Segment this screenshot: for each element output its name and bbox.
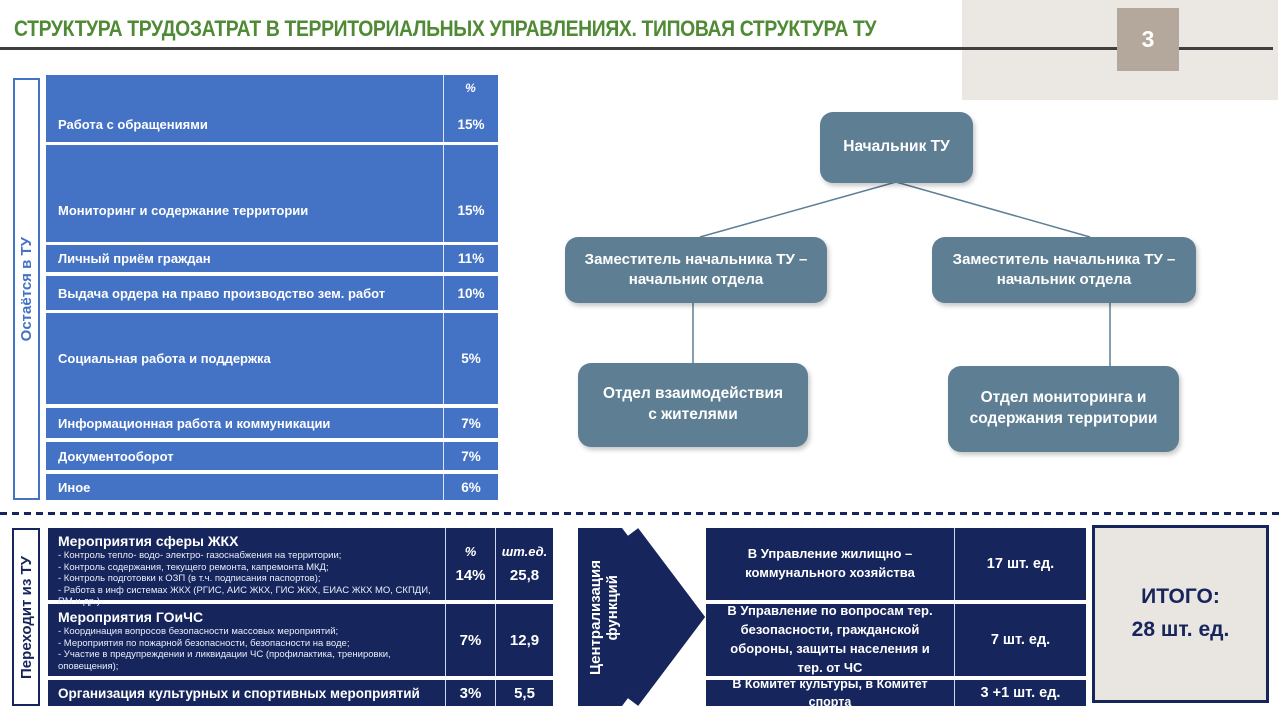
percent-cell: 3% bbox=[445, 680, 495, 706]
centralization-label bbox=[581, 528, 627, 706]
row-detail: - Координация вопросов безопасности массовых мероприятий; bbox=[58, 626, 339, 637]
org-box-division-left: Отдел взаимодействия с жителями bbox=[578, 363, 808, 447]
row-value: 6% bbox=[443, 474, 498, 500]
table-row bbox=[46, 75, 498, 142]
row-label: Выдача ордера на право производство зем. работ bbox=[58, 285, 386, 301]
centralization-label-line1: Централизация bbox=[587, 559, 604, 675]
transfers-side-label: Переходит из ТУ bbox=[17, 555, 35, 679]
row-detail: - Контроль подготовки к ОЗП (в т.ч. подписания паспортов); bbox=[58, 573, 321, 585]
total-value: 28 шт. ед. bbox=[1131, 618, 1230, 641]
table-row bbox=[48, 528, 553, 608]
percent-value: 14% bbox=[455, 567, 486, 584]
row-value: 15% bbox=[443, 145, 498, 242]
table-row bbox=[46, 276, 498, 310]
row-content bbox=[48, 604, 445, 676]
row-label: Работа с обращениями bbox=[58, 117, 208, 132]
row-detail: - Контроль содержания, текущего ремонта, капремонта МКД; bbox=[58, 561, 329, 573]
row-value: 7% bbox=[443, 408, 498, 438]
remains-side-label: Остаётся в ТУ bbox=[18, 236, 35, 342]
total-box bbox=[1092, 525, 1269, 703]
row-label: Мониторинг и содержание территории bbox=[58, 203, 309, 218]
table-row bbox=[706, 676, 1086, 709]
destination-value: 17 шт. ед. bbox=[954, 528, 1086, 600]
row-label: Информационная работа и коммуникации bbox=[58, 415, 331, 431]
table-row bbox=[48, 680, 553, 706]
units-cell: 5,5 bbox=[495, 680, 553, 706]
row-label: Иное bbox=[58, 479, 91, 495]
row-title: Мероприятия сферы ЖКХ bbox=[58, 533, 239, 549]
units-value: 25,8 bbox=[509, 567, 540, 584]
centralization-label-line2: функций bbox=[604, 575, 621, 641]
units-column-header: шт.ед. bbox=[501, 544, 548, 559]
destinations-table bbox=[706, 528, 1086, 709]
percent-cell bbox=[445, 528, 495, 600]
table-row bbox=[46, 408, 498, 438]
row-label: Документооборот bbox=[58, 448, 174, 464]
destination-label: В Управление жилищно – коммунального хозяйства bbox=[745, 546, 915, 580]
row-detail: - Мероприятия по пожарной безопасности, безопасности на воде; bbox=[58, 637, 350, 649]
row-label: Социальная работа и поддержка bbox=[58, 351, 271, 366]
destination-value: 7 шт. ед. bbox=[954, 604, 1086, 676]
total-label: ИТОГО: bbox=[1141, 585, 1220, 609]
row-title: Организация культурных и спортивных мероприятий bbox=[58, 685, 420, 701]
row-detail: - Участие в предупреждении и ликвидации ЧС (профилактика, тренировки, оповещения); bbox=[58, 649, 391, 672]
table-row bbox=[46, 313, 498, 404]
header-rule bbox=[0, 47, 1273, 50]
percent-column-header: % bbox=[464, 544, 477, 559]
page-number-badge: 3 bbox=[1117, 8, 1179, 71]
percent-column-header: % bbox=[465, 81, 476, 95]
transfers-side-label-box bbox=[12, 528, 40, 706]
row-content bbox=[48, 528, 445, 608]
page-title: СТРУКТУРА ТРУДОЗАТРАТ В ТЕРРИТОРИАЛЬНЫХ УПРАВЛЕНИЯХ. ТИПОВАЯ СТРУКТУРА ТУ bbox=[14, 16, 877, 41]
table-row bbox=[706, 604, 1086, 676]
org-box-division-right: Отдел мониторинга и содержания территории bbox=[948, 366, 1179, 452]
org-box-head: Начальник ТУ bbox=[820, 112, 973, 183]
destination-label: В Комитет культуры, в Комитет спорта bbox=[732, 676, 928, 709]
table-row bbox=[46, 145, 498, 242]
row-detail: - Работа в инф системах ЖКХ (РГИС, АИС ЖКХ, ГИС ЖКХ, ЕИАС ЖКХ МО, СКПДИ, RM и др.) bbox=[58, 584, 431, 608]
percent-cell: 7% bbox=[445, 604, 495, 676]
destination-label: В Управление по вопросам тер. безопасности, гражданской обороны, защиты населения и тер. от ЧС bbox=[727, 603, 933, 675]
table-row bbox=[46, 474, 498, 500]
row-title: Мероприятия ГОиЧС bbox=[58, 609, 204, 625]
row-value: 15% bbox=[443, 75, 498, 142]
row-content bbox=[48, 680, 445, 706]
units-cell: 12,9 bbox=[495, 604, 553, 676]
remains-side-label-box bbox=[13, 78, 40, 500]
table-row bbox=[46, 442, 498, 470]
table-row bbox=[46, 245, 498, 272]
row-detail: - Контроль тепло- водо- электро- газоснабжения на территории; bbox=[58, 550, 342, 561]
row-value: 7% bbox=[443, 442, 498, 470]
table-row bbox=[706, 528, 1086, 600]
units-cell bbox=[495, 528, 553, 600]
row-label: Личный приём граждан bbox=[58, 251, 211, 266]
destination-value: 3 +1 шт. ед. bbox=[954, 680, 1086, 706]
org-box-deputy-left: Заместитель начальника ТУ – начальник отдела bbox=[565, 237, 827, 303]
remains-table bbox=[46, 75, 498, 500]
row-value: 5% bbox=[443, 313, 498, 404]
row-value: 10% bbox=[443, 276, 498, 310]
dashed-separator bbox=[0, 512, 1280, 515]
transfers-table bbox=[48, 528, 553, 706]
row-value: 11% bbox=[443, 245, 498, 272]
org-box-deputy-right: Заместитель начальника ТУ – начальник отдела bbox=[932, 237, 1196, 303]
table-row bbox=[48, 604, 553, 676]
